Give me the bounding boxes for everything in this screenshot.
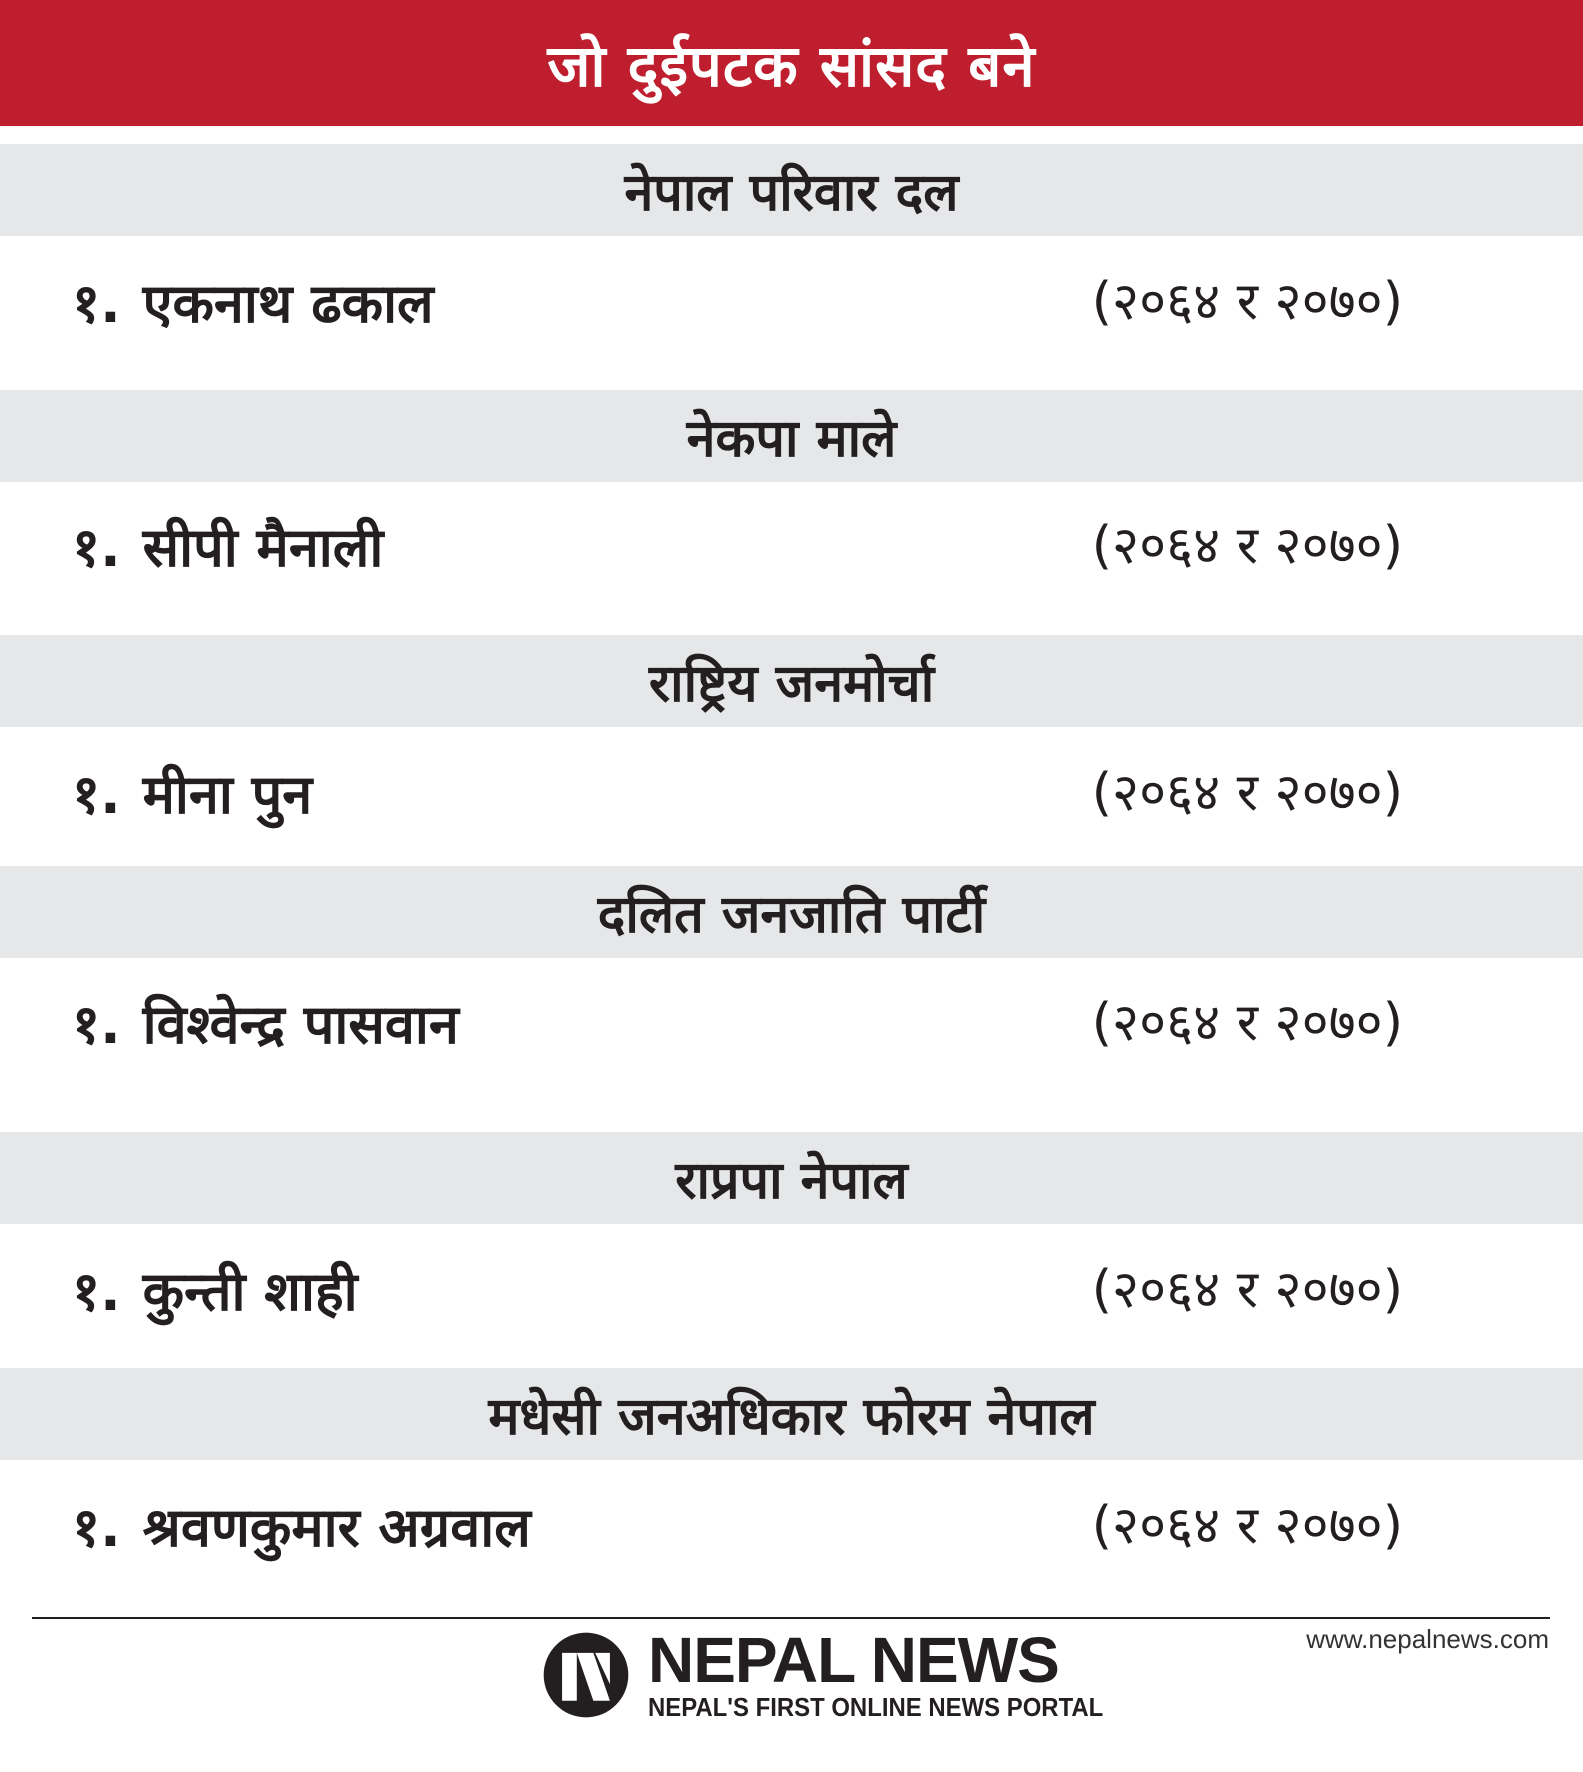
- brand-name: NEPAL NEWS: [648, 1624, 1059, 1696]
- party-band-2: [0, 390, 1583, 482]
- term-years: (२०६४ र २०७०): [1091, 1496, 1403, 1556]
- party-band-3: [0, 635, 1583, 727]
- list-item: [0, 264, 1583, 344]
- page-title: जो दुईपटक सांसद बने: [547, 31, 1036, 100]
- footer-url: www.nepalnews.com: [1306, 1624, 1549, 1654]
- list-item: [0, 1488, 1583, 1568]
- member-name: मीना पुन: [142, 763, 313, 826]
- list-number: १.: [72, 1260, 121, 1323]
- term-years: (२०६४ र २०७०): [1091, 272, 1403, 332]
- party-band-5: [0, 1132, 1583, 1224]
- party-name: दलित जनजाति पार्टी: [597, 884, 986, 945]
- list-item: [0, 755, 1583, 835]
- list-item: [0, 508, 1583, 588]
- brand-tagline: NEPAL'S FIRST ONLINE NEWS PORTAL: [648, 1692, 1104, 1722]
- party-band-4: [0, 866, 1583, 958]
- party-name: मधेसी जनअधिकार फोरम नेपाल: [488, 1386, 1095, 1447]
- brand-lockup: [540, 1624, 1143, 1722]
- party-name: राप्रपा नेपाल: [675, 1150, 908, 1211]
- list-number: १.: [72, 993, 121, 1056]
- party-band-6: [0, 1368, 1583, 1460]
- list-number: १.: [72, 1496, 121, 1559]
- term-years: (२०६४ र २०७०): [1091, 1260, 1403, 1320]
- term-years: (२०६४ र २०७०): [1091, 516, 1403, 576]
- list-item: [0, 985, 1583, 1065]
- header-bar: [0, 0, 1583, 126]
- member-name: एकनाथ ढकाल: [142, 272, 434, 335]
- nepal-news-logo-icon: [540, 1629, 632, 1721]
- member-name: सीपी मैनाली: [142, 516, 384, 579]
- list-number: १.: [72, 272, 121, 335]
- member-name: कुन्ती शाही: [142, 1260, 358, 1323]
- list-number: १.: [72, 516, 121, 579]
- party-name: नेपाल परिवार दल: [624, 162, 959, 223]
- party-name: नेकपा माले: [686, 408, 897, 469]
- party-name: राष्ट्रिय जनमोर्चा: [648, 653, 935, 714]
- party-band-1: [0, 144, 1583, 236]
- term-years: (२०६४ र २०७०): [1091, 993, 1403, 1053]
- list-number: १.: [72, 763, 121, 826]
- footer-divider: [32, 1617, 1550, 1619]
- member-name: विश्वेन्द्र पासवान: [142, 993, 459, 1056]
- term-years: (२०६४ र २०७०): [1091, 763, 1403, 823]
- member-name: श्रवणकुमार अग्रवाल: [142, 1496, 531, 1559]
- list-item: [0, 1252, 1583, 1332]
